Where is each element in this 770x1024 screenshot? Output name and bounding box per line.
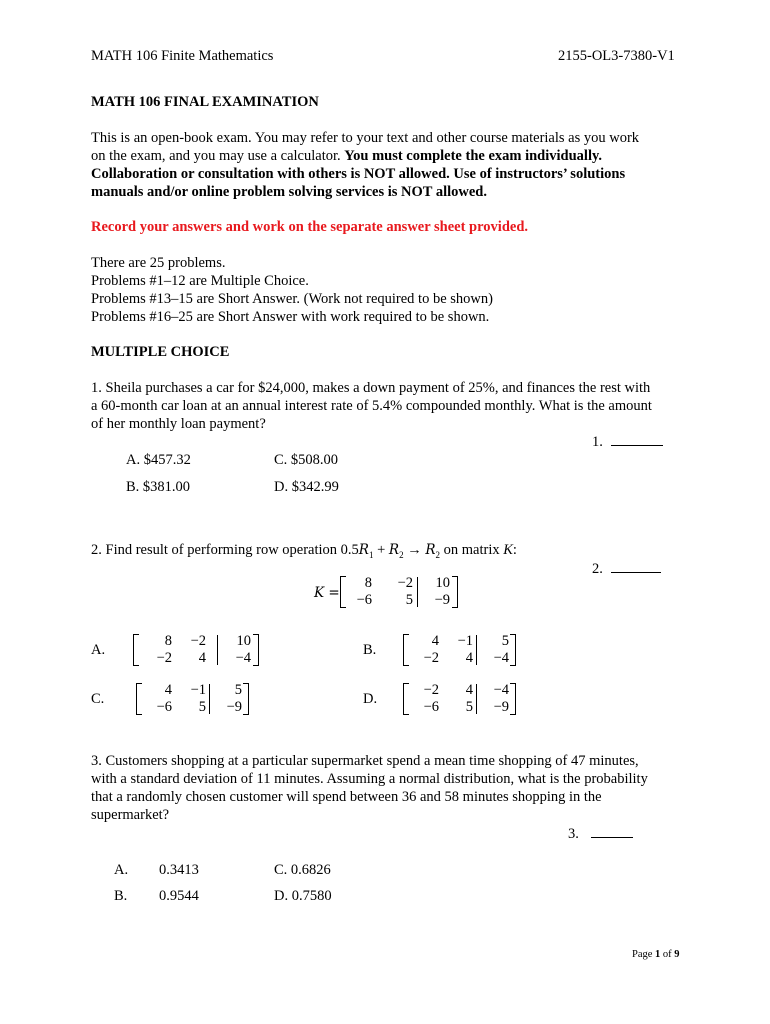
question-3-text	[91, 752, 691, 824]
q1-option-d: D. $342.99	[274, 479, 339, 495]
answer-line	[591, 825, 633, 838]
q3-option-b-value: 0.9544	[159, 888, 199, 904]
matrix-k-label: K =	[314, 585, 340, 601]
q2-option-b-matrix: 4 −1 5 −2 4 −4	[403, 632, 516, 668]
question-1-text	[91, 379, 691, 433]
course-header: MATH 106 Finite Mathematics	[91, 48, 274, 64]
answer-line	[611, 560, 661, 573]
intro-line-3: Collaboration or consultation with others is NOT allowed. Use of instructors’ solutions	[91, 166, 626, 182]
intro-line-1: This is an open-book exam. You may refer to your text and other course materials as you work	[91, 130, 640, 146]
q3-option-a-label: A.	[114, 862, 129, 878]
q2-option-d-matrix: −2 4 −4 −6 5 −9	[403, 681, 516, 717]
q2-option-a-label: A.	[91, 642, 106, 658]
q2-option-d-label: D.	[363, 691, 378, 707]
question-line: that a randomly chosen customer will spend between 36 and 58 minutes shopping in the	[91, 789, 602, 805]
question-line: 3. Customers shopping at a particular supermarket spend a mean time shopping of 47 minutes,	[91, 753, 639, 769]
problem-info-line: Problems #16–25 are Short Answer with work required to be shown.	[91, 309, 490, 325]
q3-option-d: D. 0.7580	[274, 888, 332, 904]
page-number: Page 1 of 9	[632, 949, 680, 960]
problem-info-line: Problems #1–12 are Multiple Choice.	[91, 273, 309, 289]
question-line: with a standard deviation of 11 minutes. Assuming a normal distribution, what is the probability	[91, 771, 648, 787]
question-line: supermarket?	[91, 807, 170, 823]
question-2-text: 2. Find result of performing row operation $0.5R_1 + R_2 \to R_2$ on matrix K:	[91, 542, 517, 560]
matrix-k: 8 −2 10 −6 5 −9	[340, 574, 458, 610]
answer-blank-1: 1.	[592, 433, 663, 451]
section-heading: MULTIPLE CHOICE	[91, 344, 230, 360]
question-line: a 60-month car loan at an annual interest rate of 5.4% compounded monthly. What is the amount	[91, 398, 652, 414]
problem-info	[91, 254, 691, 326]
q1-option-a: A. $457.32	[126, 452, 191, 468]
record-note: Record your answers and work on the separate answer sheet provided.	[91, 219, 529, 235]
answer-blank-3: 3.	[568, 825, 633, 843]
problem-info-line: There are 25 problems.	[91, 255, 226, 271]
intro-paragraph	[91, 129, 691, 201]
q2-option-b-label: B.	[363, 642, 377, 658]
answer-blank-2: 2.	[592, 560, 661, 578]
q2-option-a-matrix: 8 −2 10 −2 4 −4	[133, 632, 259, 668]
exam-title: MATH 106 FINAL EXAMINATION	[91, 94, 319, 110]
intro-line-2: on the exam, and you may use a calculator. You must complete the exam individually.	[91, 148, 603, 164]
q1-option-c: C. $508.00	[274, 452, 339, 468]
q3-option-a-value: 0.3413	[159, 862, 199, 878]
question-line: 1. Sheila purchases a car for $24,000, makes a down payment of 25%, and finances the rest with	[91, 380, 651, 396]
exam-code: 2155-OL3-7380-V1	[558, 48, 675, 64]
q3-option-c: C. 0.6826	[274, 862, 331, 878]
answer-line	[611, 433, 663, 446]
q2-option-c-matrix: 4 −1 5 −6 5 −9	[136, 681, 249, 717]
intro-line-4: manuals and/or online problem solving services is NOT allowed.	[91, 184, 487, 200]
q1-option-b: B. $381.00	[126, 479, 191, 495]
question-line: of her monthly loan payment?	[91, 416, 266, 432]
q2-option-c-label: C.	[91, 691, 105, 707]
problem-info-line: Problems #13–15 are Short Answer. (Work not required to be shown)	[91, 291, 493, 307]
q3-option-b-label: B.	[114, 888, 128, 904]
